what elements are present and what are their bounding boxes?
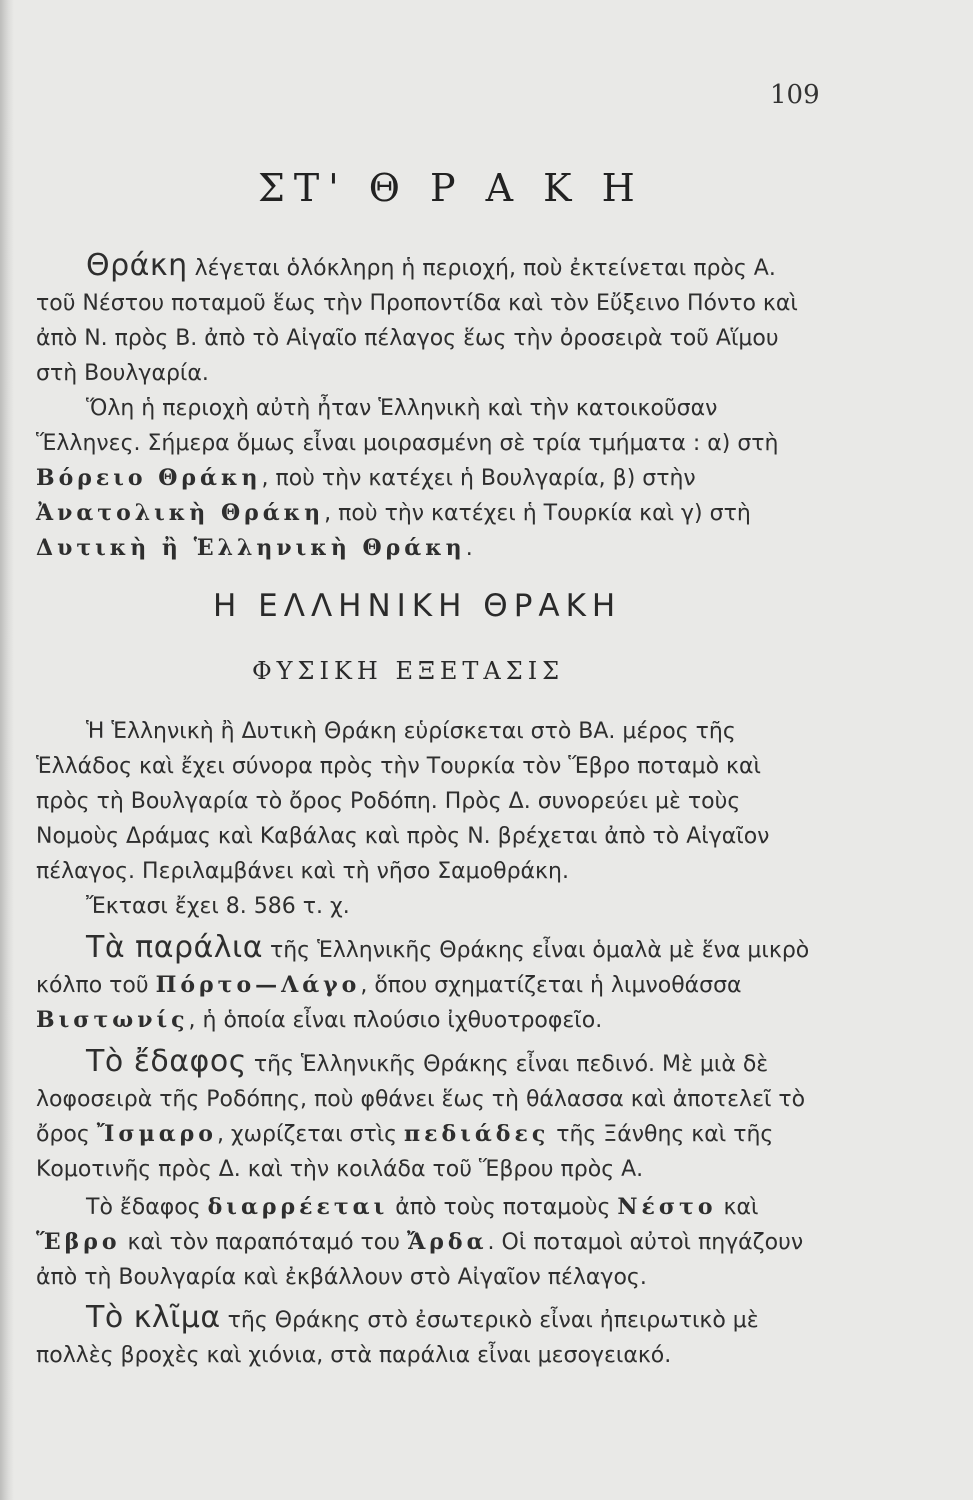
paragraph-coasts: [36, 930, 820, 1038]
term-north-thrace: Βόρειο Θράκη: [36, 465, 262, 491]
lead-word-terrain: Τὸ ἔδαφος: [86, 1044, 247, 1079]
intro-block: [36, 248, 820, 566]
term-flows-through: διαρρέεται: [207, 1194, 389, 1220]
coasts-text-a: τῆς Ἑλληνικῆς Θράκης εἶναι ὁμαλὰ μὲ ἕνα μικρὸ κόλπο τοῦ: [36, 938, 810, 998]
term-porto-lago: Πόρτο—Λάγο: [155, 972, 361, 998]
paragraph-borders: Ἡ Ἑλληνικὴ ἢ Δυτικὴ Θράκη εὑρίσκεται στὸ ΒΑ. μέρος τῆς Ἑλλάδος καὶ ἔχει σύνορα πρὸς τὴν Τουρκία τὸν Ἕβρο ποταμὸ καὶ πρὸς τὴ Βουλγαρία τὸ ὄρος Ροδόπη. Πρὸς Δ. συνορεύει μὲ τοὺς Νομοὺς Δράμας καὶ Καβάλας καὶ πρὸς Ν. βρέχεται ἀπὸ τὸ Αἰγαῖον πέλαγος. Περιλαμβάνει καὶ τὴ νῆσο Σαμοθράκη.: [36, 719, 770, 884]
body-block-coasts: [36, 930, 820, 1038]
page-number: 109: [770, 80, 820, 110]
lead-word-coasts: Τὰ παράλια: [86, 930, 263, 965]
rivers-text-a: Τὸ ἔδαφος: [86, 1195, 208, 1220]
section-heading: Η ΕΛΛΗΝΙΚΗ ΘΡΑΚΗ: [213, 588, 622, 624]
rivers-text-g: καὶ τὸν παραπόταμό του: [120, 1230, 407, 1255]
coasts-text-c: , ὅπου σχηματίζεται ἡ λιμνοθάσσα: [360, 973, 742, 998]
terrain-text-c: , χωρίζεται στὶς: [216, 1122, 405, 1147]
rivers-text-c: ἀπὸ τοὺς ποταμοὺς: [388, 1195, 618, 1220]
lead-word-thrace: Θράκη: [86, 248, 188, 283]
term-vistonis: Βιστωνίς: [36, 1007, 189, 1033]
term-ismaros: Ἴσμαρο: [96, 1121, 217, 1147]
paragraph-rivers: [36, 1190, 820, 1295]
lead-word-climate: Τὸ κλῖμα: [86, 1300, 221, 1335]
page-edge-shadow: [0, 0, 14, 1500]
section-subheading: ΦΥΣΙΚΗ ΕΞΕΤΑΣΙΣ: [252, 657, 565, 685]
intro-p2-text-e: , ποὺ τὴν κατέχει ἡ Τουρκία καὶ γ) στὴ: [324, 501, 751, 526]
paragraph-area: Ἔκτασι ἔχει 8. 586 τ. χ.: [86, 894, 350, 919]
intro-p2-text-c: , ποὺ τὴν κατέχει ἡ Βουλγαρία, β) στὴν: [261, 466, 696, 491]
paragraph-climate: [36, 1300, 820, 1373]
intro-paragraph-1-text: λέγεται ὁλόκληρη ἡ περιοχή, ποὺ ἐκτείνεται πρὸς Α. τοῦ Νέστου ποταμοῦ ἕως τὴν Προποντίδα καὶ τὸν Εὔξεινο Πόντο καὶ ἀπὸ Ν. πρὸς Β. ἀπὸ τὸ Αἰγαῖο πέλαγος ἕως τὴν ὀροσειρὰ τοῦ Αἵμου στὴ Βουλγαρία.: [36, 256, 798, 386]
body-block-1: [36, 714, 820, 924]
paragraph-terrain: [36, 1044, 820, 1187]
chapter-title: ΣΤ' Θ Ρ Α Κ Η: [258, 166, 644, 210]
term-west-thrace: Δυτικὴ ἢ Ἑλληνικὴ Θράκη: [36, 535, 466, 561]
term-plains: πεδιάδες: [404, 1121, 550, 1147]
rivers-text-e: καὶ: [716, 1195, 759, 1220]
body-block-rivers: [36, 1190, 820, 1295]
intro-paragraph-2: [36, 391, 820, 566]
terrain-text-e: τῆς Ξάνθης καὶ τῆς Κομοτινῆς πρὸς Δ. καὶ τὴν κοιλάδα τοῦ Ἕβρου πρὸς Α.: [36, 1122, 774, 1182]
body-block-climate: [36, 1300, 820, 1373]
terrain-text-a: τῆς Ἑλληνικῆς Θράκης εἶναι πεδινό. Μὲ μιὰ δὲ λοφοσειρὰ τῆς Ροδόπης, ποὺ φθάνει ἕως τὴ θάλασσα καὶ ἀποτελεῖ τὸ ὄρος: [36, 1052, 806, 1147]
rivers-text-i: . Οἱ ποταμοὶ αὐτοὶ πηγάζουν ἀπὸ τὴ Βουλγαρία καὶ ἐκβάλλουν στὸ Αἰγαῖον πέλαγος.: [36, 1230, 804, 1290]
climate-text-a: τῆς Θράκης στὸ ἐσωτερικὸ εἶναι ἠπειρωτικὸ μὲ πολλὲς βροχὲς καὶ χιόνια, στὰ παράλια εἶναι μεσογειακό.: [36, 1308, 759, 1368]
intro-paragraph-1: [36, 248, 820, 391]
term-arda: Ἄρδα: [406, 1229, 488, 1255]
body-block-terrain: [36, 1044, 820, 1187]
intro-p2-text-a: Ὅλη ἡ περιοχὴ αὐτὴ ἦταν Ἑλληνικὴ καὶ τὴν κατοικοῦσαν Ἕλληνες. Σήμερα ὅμως εἶναι μοιρασμένη σὲ τρία τμήματα : α) στὴ: [36, 396, 779, 456]
term-east-thrace: Ἀνατολικὴ Θράκη: [36, 500, 325, 526]
term-evros: Ἕβρο: [36, 1229, 121, 1255]
coasts-text-e: , ἡ ὁποία εἶναι πλούσιο ἰχθυοτροφεῖο.: [188, 1008, 603, 1033]
term-nestos: Νέστο: [617, 1194, 717, 1220]
intro-p2-text-g: .: [465, 536, 473, 561]
